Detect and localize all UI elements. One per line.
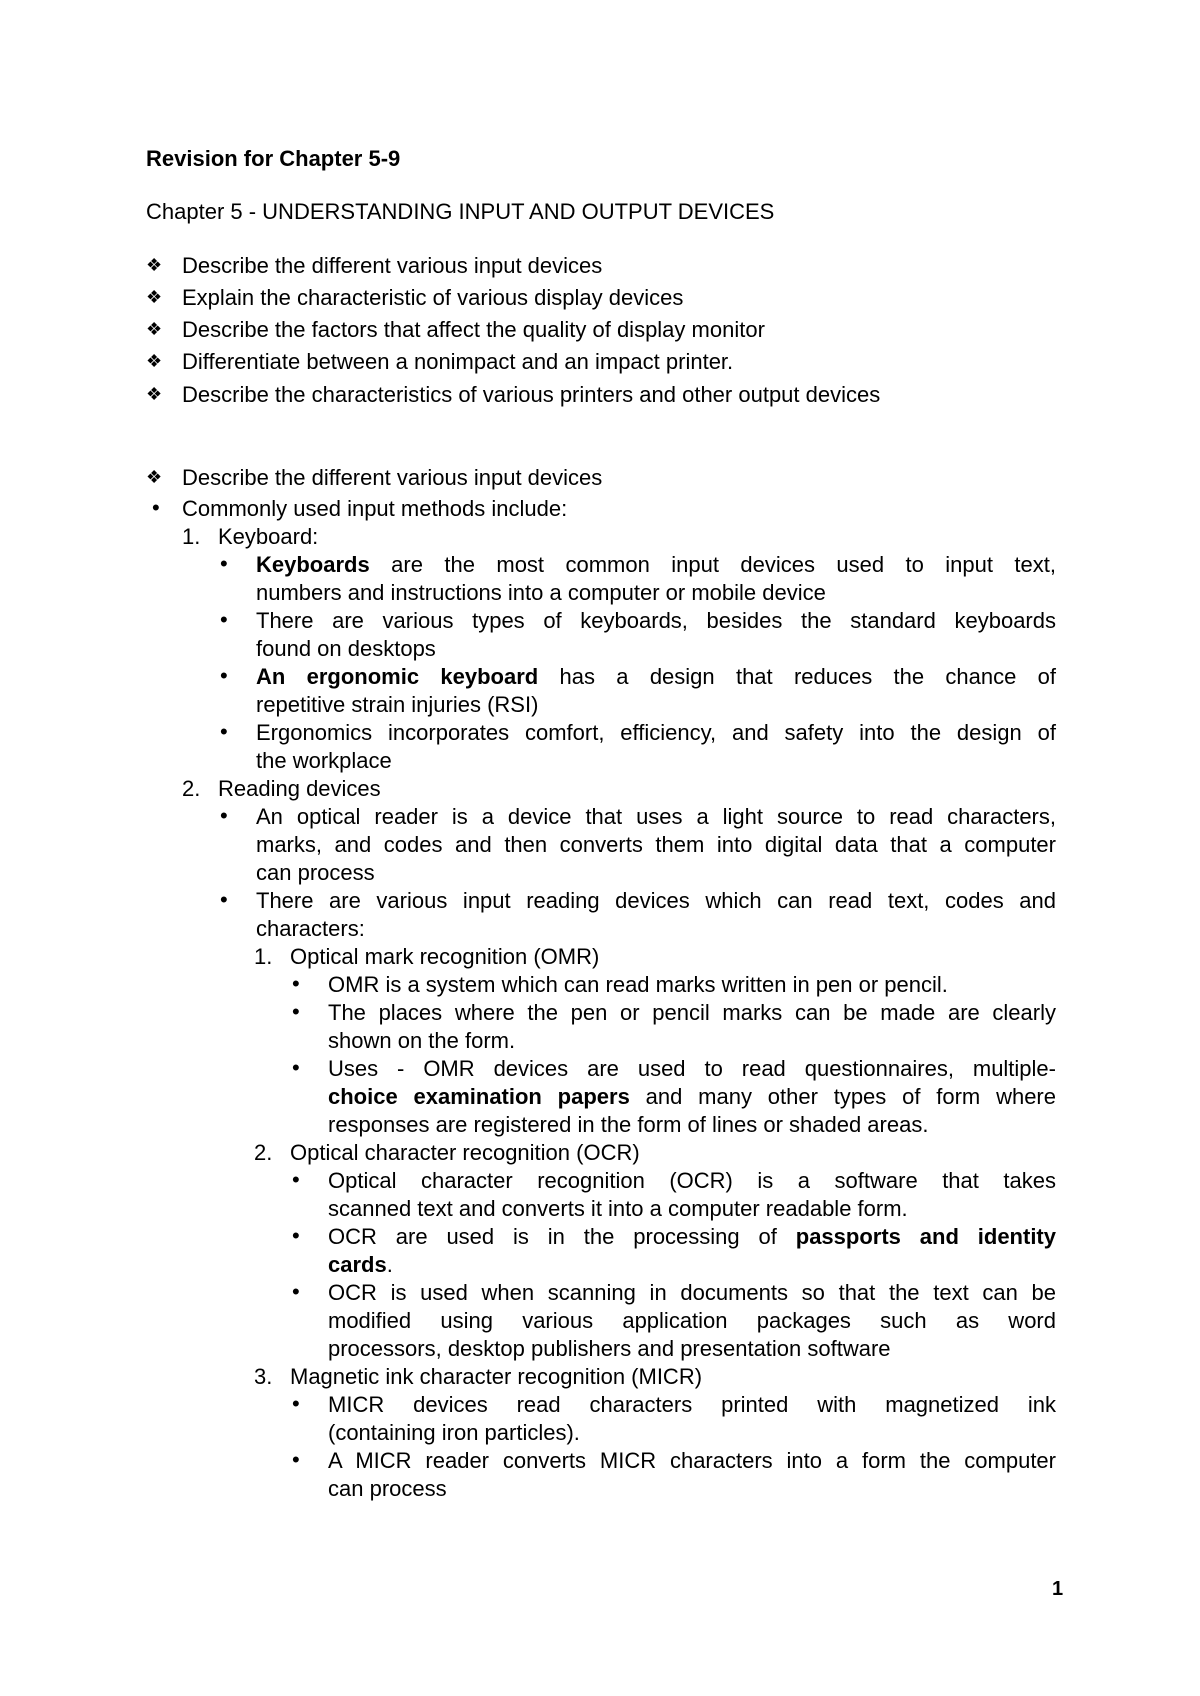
- text-span: are the most common input devices used to input text,: [369, 552, 1056, 577]
- list-item-label: Keyboard:: [218, 524, 319, 549]
- list-item-text: [328, 1083, 1056, 1111]
- list-item-label: Optical mark recognition (OMR): [290, 944, 600, 969]
- bullet-icon: •: [292, 1223, 300, 1248]
- page-title: Revision for Chapter 5-9: [146, 146, 401, 171]
- objective-item: Explain the characteristic of various display devices: [182, 285, 684, 310]
- objective-item: Describe the factors that affect the quality of display monitor: [182, 317, 765, 342]
- bullet-icon: •: [220, 663, 228, 688]
- bullet-icon: •: [220, 887, 228, 912]
- list-item-text: found on desktops: [256, 636, 436, 661]
- bullet-icon: •: [152, 495, 160, 520]
- list-item-text: numbers and instructions into a computer or mobile device: [256, 580, 826, 605]
- diamond-bullet-icon: ❖: [146, 287, 163, 307]
- text-span: has a design that reduces the chance of: [538, 664, 1056, 689]
- list-item-label: Reading devices: [218, 776, 381, 801]
- list-item-label: Magnetic ink character recognition (MICR): [290, 1364, 703, 1389]
- bullet-icon: •: [220, 607, 228, 632]
- list-item-text: responses are registered in the form of lines or shaded areas.: [328, 1112, 929, 1137]
- list-number: 2.: [182, 776, 201, 801]
- bold-term: An ergonomic keyboard: [256, 664, 539, 689]
- list-item-text: can process: [256, 860, 375, 885]
- diamond-bullet-icon: ❖: [146, 384, 163, 404]
- diamond-bullet-icon: ❖: [146, 467, 163, 487]
- list-number: 2.: [254, 1140, 273, 1165]
- bold-term: Keyboards: [256, 552, 370, 577]
- bullet-icon: •: [292, 1391, 300, 1416]
- list-item-text: Ergonomics incorporates comfort, efficiency, and safety into the design of: [256, 720, 1056, 745]
- list-item-text: scanned text and converts it into a computer readable form.: [328, 1196, 908, 1221]
- bullet-icon: •: [292, 1055, 300, 1080]
- objective-item: Describe the different various input devices: [182, 253, 603, 278]
- list-item-text: Uses - OMR devices are used to read questionnaires, multiple-: [328, 1056, 1056, 1081]
- list-item-text: There are various input reading devices which can read text, codes and: [256, 888, 1056, 913]
- list-item-text: MICR devices read characters printed with magnetized ink: [328, 1392, 1056, 1417]
- list-item-text: [328, 1223, 1056, 1251]
- bullet-icon: •: [220, 551, 228, 576]
- list-item-text: marks, and codes and then converts them into digital data that a computer: [256, 832, 1056, 857]
- bold-term: cards: [328, 1252, 387, 1277]
- list-item-text: There are various types of keyboards, besides the standard keyboards: [256, 608, 1056, 633]
- page-number: 1: [1052, 1578, 1064, 1600]
- section-heading: Describe the different various input devices: [182, 465, 603, 490]
- list-item-text: processors, desktop publishers and presentation software: [328, 1336, 891, 1361]
- list-item-text: A MICR reader converts MICR characters into a form the computer: [328, 1448, 1056, 1473]
- list-item-text: (containing iron particles).: [328, 1420, 580, 1445]
- list-item-text: modified using various application packages such as word: [328, 1308, 1056, 1333]
- bullet-icon: •: [292, 1447, 300, 1472]
- list-item-text: repetitive strain injuries (RSI): [256, 692, 539, 717]
- bold-term: passports and identity: [795, 1224, 1056, 1249]
- list-item-text: [328, 1251, 393, 1279]
- bullet-icon: •: [220, 719, 228, 744]
- text-span: OCR are used is in the processing of: [328, 1224, 796, 1249]
- bullet-icon: •: [292, 1167, 300, 1192]
- list-item-text: characters:: [256, 916, 365, 941]
- list-item-text: [256, 551, 1056, 579]
- objective-item: Differentiate between a nonimpact and an impact printer.: [182, 349, 734, 374]
- bullet-icon: •: [292, 971, 300, 996]
- list-item-text: the workplace: [256, 748, 392, 773]
- diamond-bullet-icon: ❖: [146, 319, 163, 339]
- bullet-icon: •: [220, 803, 228, 828]
- diamond-bullet-icon: ❖: [146, 255, 163, 275]
- list-item-text: The places where the pen or pencil marks can be made are clearly: [328, 1000, 1056, 1025]
- objective-item: Describe the characteristics of various printers and other output devices: [182, 382, 881, 407]
- bullet-icon: •: [292, 1279, 300, 1304]
- intro-text: Commonly used input methods include:: [182, 496, 568, 521]
- list-item-text: Optical character recognition (OCR) is a software that takes: [328, 1168, 1056, 1193]
- list-item-label: Optical character recognition (OCR): [290, 1140, 640, 1165]
- list-item-text: An optical reader is a device that uses a light source to read characters,: [256, 804, 1056, 829]
- text-span: and many other types of form where: [629, 1084, 1056, 1109]
- list-number: 3.: [254, 1364, 273, 1389]
- bullet-icon: •: [292, 999, 300, 1024]
- list-number: 1.: [182, 524, 201, 549]
- text-span: .: [386, 1252, 393, 1277]
- list-item-text: [256, 663, 1056, 691]
- list-item-text: shown on the form.: [328, 1028, 516, 1053]
- list-item-text: can process: [328, 1476, 447, 1501]
- list-item-text: OCR is used when scanning in documents so that the text can be: [328, 1280, 1056, 1305]
- chapter-heading: Chapter 5 - UNDERSTANDING INPUT AND OUTPUT DEVICES: [146, 199, 775, 224]
- diamond-bullet-icon: ❖: [146, 351, 163, 371]
- list-item-text: OMR is a system which can read marks written in pen or pencil.: [328, 972, 948, 997]
- list-number: 1.: [254, 944, 273, 969]
- bold-term: choice examination papers: [328, 1084, 630, 1109]
